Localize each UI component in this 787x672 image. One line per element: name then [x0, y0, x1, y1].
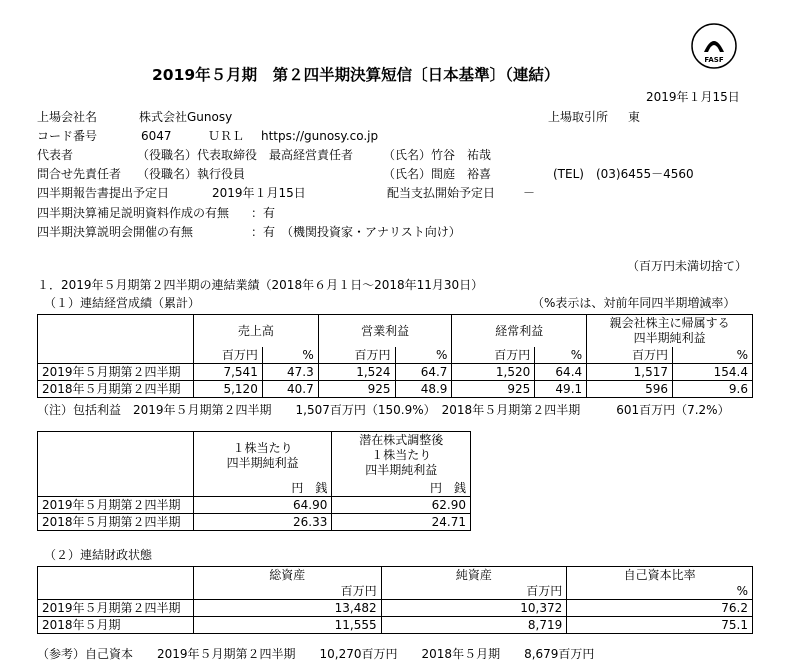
table-row	[38, 380, 753, 397]
table-row	[38, 617, 753, 634]
cell-value: 925	[318, 380, 395, 397]
cell-value: 64.90	[193, 496, 331, 513]
cell-value: 47.3	[262, 363, 318, 380]
subsection-financial-heading: （２）連結財政状態	[44, 548, 153, 562]
cell-value: 26.33	[193, 513, 331, 530]
supplementary-value: ：有	[251, 206, 276, 220]
cell-value: 1,524	[318, 363, 395, 380]
exchange-label: 上場取引所	[548, 110, 609, 124]
eps-table	[37, 431, 471, 531]
report-date: 2019年１月15日	[212, 186, 306, 200]
code-value: 6047	[141, 129, 172, 143]
subsection-results-heading: （１）連結経営成績（累計）	[44, 296, 201, 310]
header-ordinary-income: 経常利益	[452, 315, 587, 347]
unit-pct: %	[673, 347, 753, 364]
contact-name: （氏名）間庭 裕喜	[383, 167, 492, 181]
cell-value: 5,120	[193, 380, 262, 397]
results-table	[37, 314, 753, 398]
cell-value: 925	[452, 380, 535, 397]
unit-pct: %	[535, 347, 587, 364]
table-row	[38, 496, 471, 513]
cell-value: 11,555	[193, 617, 381, 634]
eps-header-basic	[193, 432, 331, 480]
header-net-assets: 純資産	[381, 567, 567, 584]
cell-value: 10,372	[381, 600, 567, 617]
unit-net-assets: 百万円	[381, 583, 567, 600]
row-label: 2018年５月期第２四半期	[38, 380, 194, 397]
eps-header-diluted	[332, 432, 471, 480]
financial-header-blank	[38, 567, 194, 584]
exchange-value: 東	[628, 110, 641, 124]
dividend-date-label: 配当支払開始予定日	[387, 186, 496, 200]
company-name-label: 上場会社名	[37, 110, 98, 124]
eps-header-diluted-line2: １株当たり	[371, 448, 432, 463]
header-net-income	[587, 315, 753, 347]
cell-value: 1,517	[587, 363, 673, 380]
page-title: 2019年５月期 第２四半期決算短信〔日本基準〕（連結）	[152, 66, 560, 84]
unit-amount: 百万円	[318, 347, 395, 364]
eps-unit: 円 銭	[193, 480, 331, 497]
briefing-value: ：有 （機関投資家・アナリスト向け）	[251, 225, 461, 239]
cell-value: 7,541	[193, 363, 262, 380]
svg-text:FASF: FASF	[704, 56, 724, 64]
unit-amount: 百万円	[452, 347, 535, 364]
comprehensive-income-note: （注）包括利益 2019年５月期第２四半期 1,507百万円（150.9%） 2018年５月期第２四半期 601百万円（7.2%）	[37, 403, 730, 417]
eps-header-diluted-line1: 潜在株式調整後	[359, 433, 444, 448]
table-row	[38, 513, 471, 530]
fasf-logo	[690, 22, 738, 70]
header-total-assets: 総資産	[193, 567, 381, 584]
unit-pct: %	[262, 347, 318, 364]
table-row	[38, 363, 753, 380]
cell-value: 76.2	[567, 600, 753, 617]
contact-label: 問合せ先責任者	[37, 167, 122, 181]
cell-value: 64.7	[395, 363, 452, 380]
unit-total-assets: 百万円	[193, 583, 381, 600]
url-label: ＵＲＬ	[208, 129, 245, 143]
supplementary-label: 四半期決算補足説明資料作成の有無	[37, 206, 230, 220]
cell-value: 40.7	[262, 380, 318, 397]
section-1-heading: １．2019年５月期第２四半期の連結業績（2018年６月１日～2018年11月30日）	[37, 278, 484, 292]
briefing-label: 四半期決算説明会開催の有無	[37, 225, 194, 239]
report-date-label: 四半期報告書提出予定日	[37, 186, 170, 200]
row-label: 2019年５月期第２四半期	[38, 600, 194, 617]
table-row	[38, 600, 753, 617]
header-net-income-line2: 四半期純利益	[633, 330, 706, 345]
reference-note: （参考）自己資本 2019年５月期第２四半期 10,270百万円 2018年５月期 8,679百万円	[37, 647, 595, 661]
eps-header-basic-line1: １株当たり	[232, 440, 293, 455]
representative-label: 代表者	[37, 148, 74, 162]
header-net-sales: 売上高	[193, 315, 318, 347]
unit-amount: 百万円	[193, 347, 262, 364]
financial-unit-blank	[38, 583, 194, 600]
results-unit-blank	[38, 347, 194, 364]
cell-value: 13,482	[193, 600, 381, 617]
header-equity-ratio: 自己資本比率	[567, 567, 753, 584]
unit-pct: %	[395, 347, 452, 364]
row-label: 2018年５月期第２四半期	[38, 513, 194, 530]
url-value[interactable]: https://gunosy.co.jp	[261, 129, 379, 143]
eps-unit-blank	[38, 480, 194, 497]
contact-tel: (TEL) (03)6455－4560	[553, 167, 694, 181]
representative-title: （役職名）代表取締役 最高経営責任者	[137, 148, 354, 162]
cell-value: 9.6	[673, 380, 753, 397]
results-note: （%表示は、対前年同四半期増減率）	[532, 296, 736, 310]
results-header-blank	[38, 315, 194, 347]
cell-value: 154.4	[673, 363, 753, 380]
eps-header-blank	[38, 432, 194, 480]
company-name: 株式会社Gunosy	[139, 110, 233, 124]
header-operating-income: 営業利益	[318, 315, 452, 347]
representative-name: （氏名）竹谷 祐哉	[383, 148, 492, 162]
code-label: コード番号	[37, 129, 98, 143]
cell-value: 8,719	[381, 617, 567, 634]
row-label: 2019年５月期第２四半期	[38, 363, 194, 380]
cell-value: 24.71	[332, 513, 471, 530]
cell-value: 596	[587, 380, 673, 397]
unit-equity-ratio: %	[567, 583, 753, 600]
cell-value: 49.1	[535, 380, 587, 397]
eps-unit: 円 銭	[332, 480, 471, 497]
eps-header-diluted-line3: 四半期純利益	[365, 463, 438, 478]
cell-value: 64.4	[535, 363, 587, 380]
cell-value: 48.9	[395, 380, 452, 397]
financial-position-table	[37, 566, 753, 634]
cell-value: 75.1	[567, 617, 753, 634]
unit-amount: 百万円	[587, 347, 673, 364]
unit-note: （百万円未満切捨て）	[627, 259, 748, 273]
row-label: 2019年５月期第２四半期	[38, 496, 194, 513]
release-date: 2019年１月15日	[646, 90, 740, 104]
eps-header-basic-line2: 四半期純利益	[226, 455, 299, 470]
header-net-income-line1: 親会社株主に帰属する	[609, 315, 730, 330]
row-label: 2018年５月期	[38, 617, 194, 634]
cell-value: 62.90	[332, 496, 471, 513]
contact-title: （役職名）執行役員	[137, 167, 246, 181]
cell-value: 1,520	[452, 363, 535, 380]
dividend-date: －	[523, 186, 536, 200]
